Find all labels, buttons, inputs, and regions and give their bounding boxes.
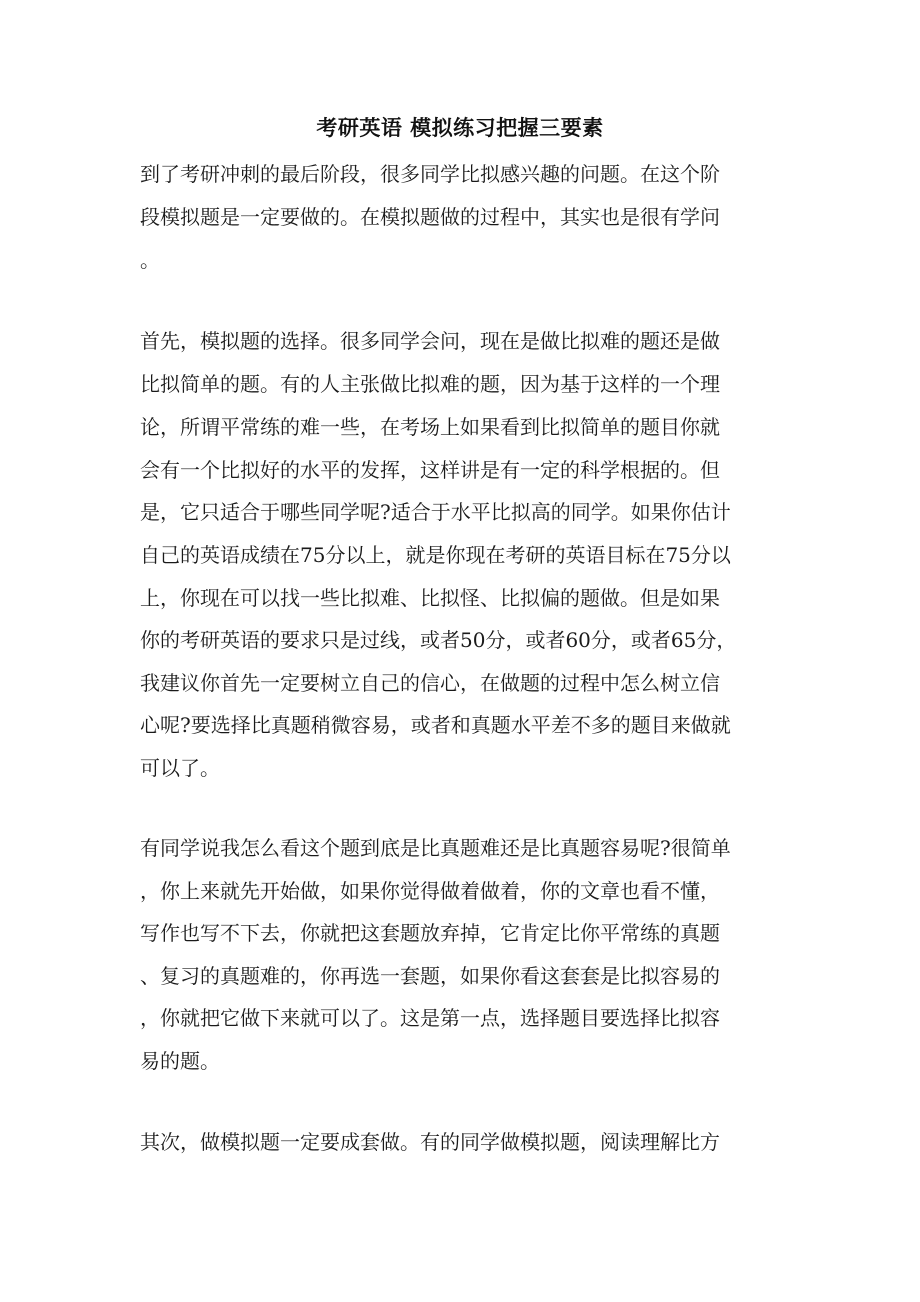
paragraph-2-line-3: 论，所谓平常练的难一些，在考场上如果看到比拟简单的题目你就	[140, 415, 720, 439]
document-title: 考研英语 模拟练习把握三要素	[316, 115, 604, 140]
paragraph-2-line-2: 比拟简单的题。有的人主张做比拟难的题，因为基于这样的一个理	[140, 372, 720, 396]
paragraph-2-line-5: 是，它只适合于哪些同学呢?适合于水平比拟高的同学。如果你估计	[140, 500, 731, 524]
paragraph-3-line-3: 写作也写不下去，你就把这套题放弃掉，它肯定比你平常练的真题	[140, 921, 720, 945]
paragraph-2-line-10: 心呢?要选择比真题稍微容易，或者和真题水平差不多的题目来做就	[140, 713, 731, 737]
paragraph-2-line-9: 我建议你首先一定要树立自己的信心，在做题的过程中怎么树立信	[140, 671, 720, 695]
paragraph-3-line-2: ，你上来就先开始做，如果你觉得做着做着，你的文章也看不懂，	[140, 879, 720, 903]
paragraph-2-line-7: 上，你现在可以找一些比拟难、比拟怪、比拟偏的题做。但是如果	[140, 586, 720, 610]
paragraph-2-line-4: 会有一个比拟好的水平的发挥，这样讲是有一定的科学根据的。但	[140, 458, 720, 482]
paragraph-1-line-2: 段模拟题是一定要做的。在模拟题做的过程中，其实也是很有学问	[140, 205, 720, 229]
paragraph-3-line-5: ，你就把它做下来就可以了。这是第一点，选择题目要选择比拟容	[140, 1006, 720, 1030]
paragraph-2-line-6: 自己的英语成绩在75分以上，就是你现在考研的英语目标在75分以	[140, 543, 731, 567]
paragraph-1-line-1: 到了考研冲刺的最后阶段，很多同学比拟感兴趣的问题。在这个阶	[140, 162, 720, 186]
paragraph-2-line-11: 可以了。	[140, 756, 220, 780]
paragraph-4-line-1: 其次，做模拟题一定要成套做。有的同学做模拟题，阅读理解比方	[140, 1130, 720, 1154]
paragraph-3-line-6: 易的题。	[140, 1049, 220, 1073]
paragraph-1-line-3: 。	[140, 248, 160, 272]
paragraph-3-line-1: 有同学说我怎么看这个题到底是比真题难还是比真题容易呢?很简单	[140, 836, 731, 860]
paragraph-2-line-8: 你的考研英语的要求只是过线，或者50分，或者60分，或者65分，	[140, 628, 737, 652]
paragraph-2-line-1: 首先，模拟题的选择。很多同学会问，现在是做比拟难的题还是做	[140, 329, 720, 353]
paragraph-3-line-4: 、复习的真题难的，你再选一套题，如果你看这套套是比拟容易的	[140, 964, 720, 988]
